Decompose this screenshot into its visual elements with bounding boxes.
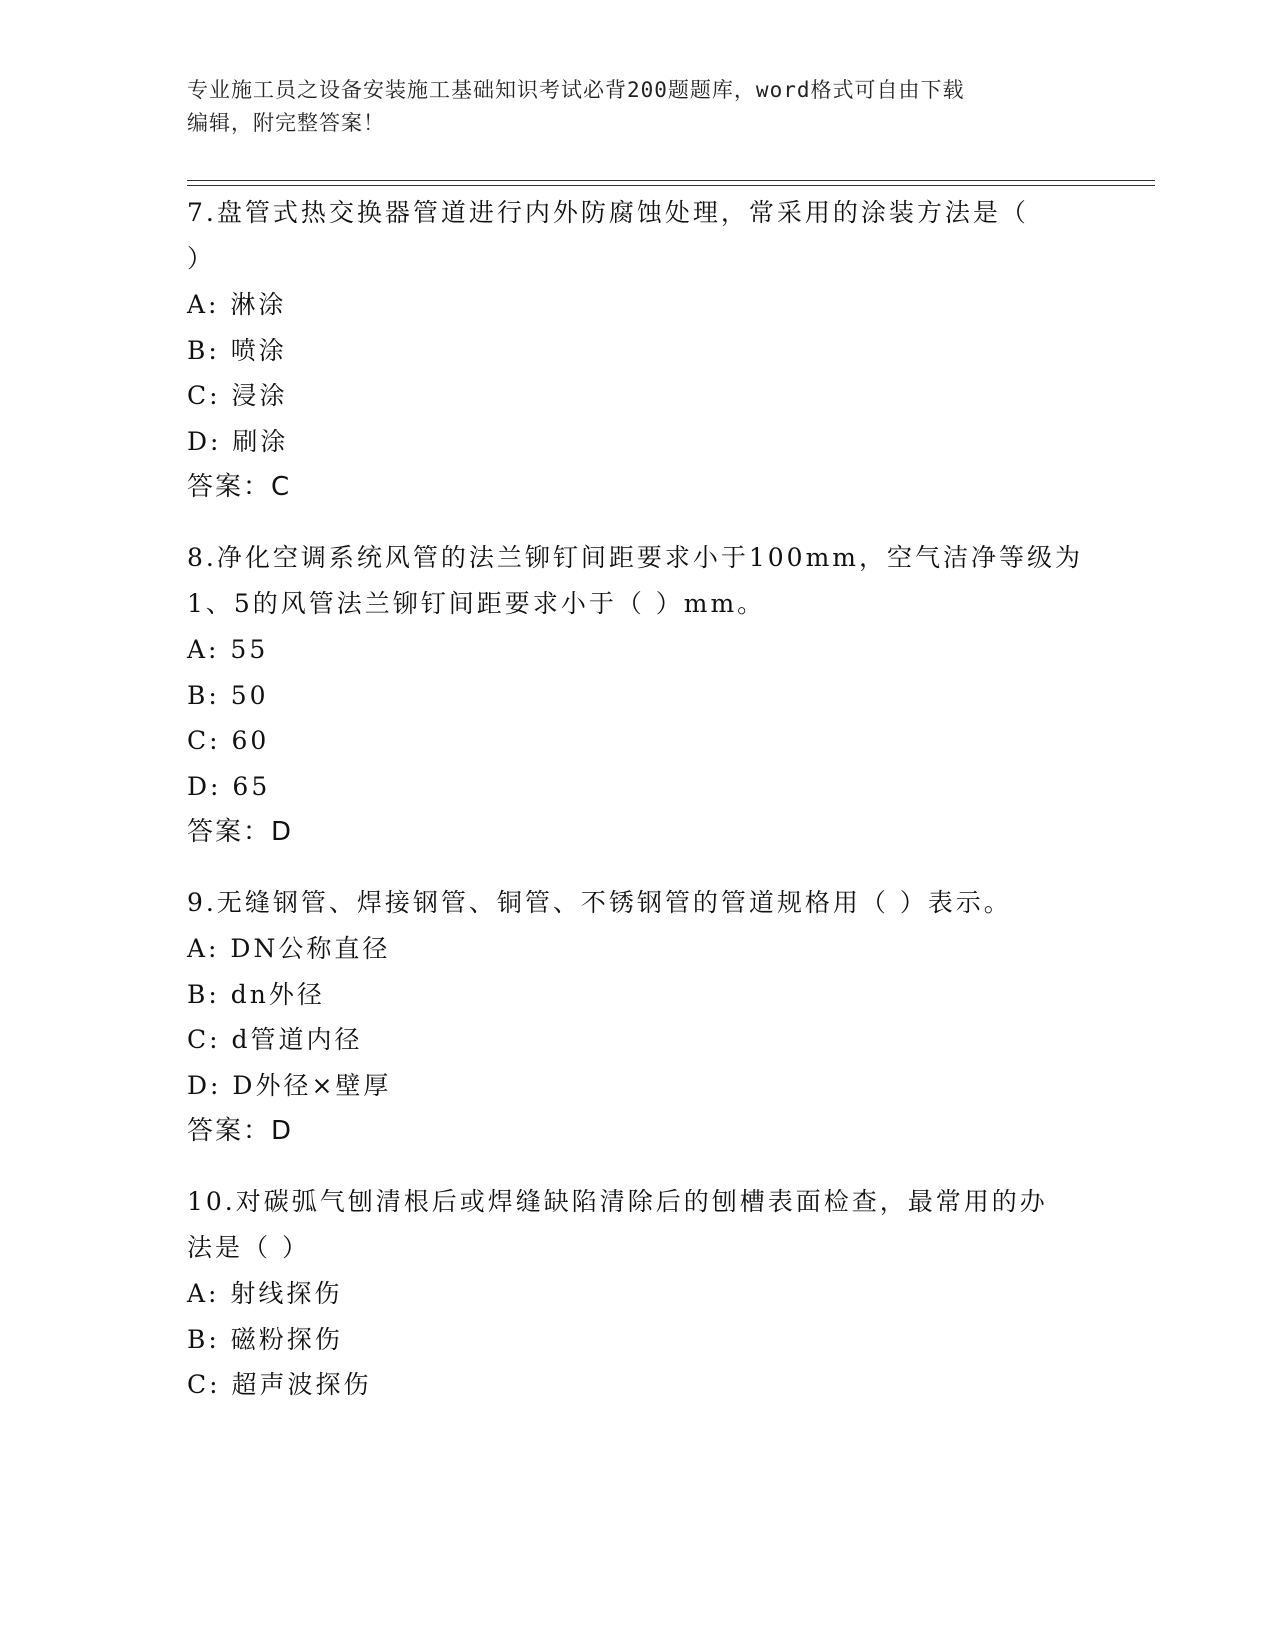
option-b: B: dn外径 — [187, 979, 325, 1009]
option-d: D: D外径×壁厚 — [187, 1070, 392, 1100]
option-c: C: 超声波探伤 — [187, 1370, 372, 1399]
document-header — [187, 74, 1087, 140]
header-line-1: 专业施工员之设备安装施工基础知识考试必背200题题库，word格式可自由下载 — [187, 78, 965, 102]
question-stem: 7.盘管式热交换器管道进行内外防腐蚀处理，常采用的涂装方法是（ — [187, 198, 1029, 227]
answer-line: 答案：D — [187, 817, 294, 847]
answer-line: 答案：D — [187, 1116, 294, 1146]
question-stem: 10.对碳弧气刨清根后或焊缝缺陷清除后的刨槽表面检查，最常用的办 — [187, 1187, 1048, 1216]
option-b: B: 喷涂 — [187, 335, 287, 365]
option-c: C: 浸涂 — [187, 381, 288, 410]
option-c: C: 60 — [187, 726, 270, 755]
question-7 — [187, 190, 1087, 510]
option-d: D: 65 — [187, 771, 271, 801]
question-9 — [187, 880, 1087, 1154]
header-line-2: 编辑，附完整答案！ — [187, 111, 385, 135]
option-a: A: 射线探伤 — [187, 1279, 343, 1308]
option-a: A: 55 — [187, 635, 269, 664]
option-c: C: d管道内径 — [187, 1025, 363, 1054]
question-list — [187, 190, 1087, 1433]
option-b: B: 50 — [187, 680, 269, 710]
option-a: A: 淋涂 — [187, 290, 287, 319]
question-10 — [187, 1179, 1087, 1408]
question-stem-cont: 1、5的风管法兰铆钉间距要求小于（ ）mm。 — [187, 589, 766, 618]
option-b: B: 磁粉探伤 — [187, 1324, 343, 1354]
header-divider-top — [187, 180, 1155, 181]
question-8 — [187, 535, 1087, 855]
option-a: A: DN公称直径 — [187, 934, 391, 963]
header-divider-bottom — [187, 185, 1155, 186]
question-stem-cont: 法是（ ） — [187, 1233, 310, 1262]
question-stem: 9.无缝钢管、焊接钢管、铜管、不锈钢管的管道规格用（ ）表示。 — [187, 888, 1012, 917]
question-stem-cont: ） — [187, 244, 216, 273]
answer-line: 答案：C — [187, 472, 292, 502]
question-stem: 8.净化空调系统风管的法兰铆钉间距要求小于100mm，空气洁净等级为 — [187, 543, 1083, 572]
option-d: D: 刷涂 — [187, 426, 289, 456]
